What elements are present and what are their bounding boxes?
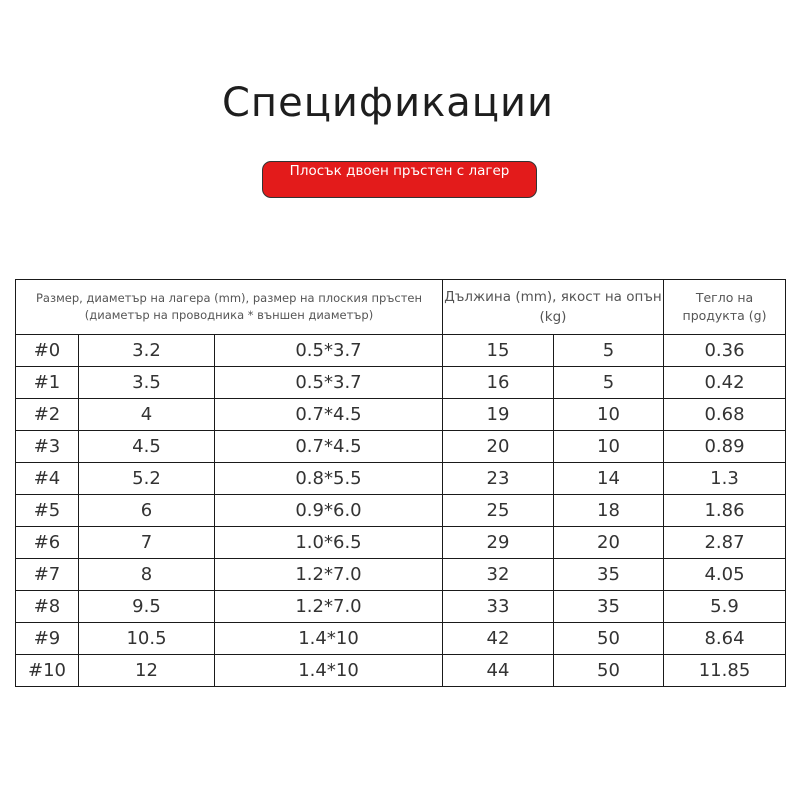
cell-weight: 0.36	[664, 335, 786, 367]
cell-strength: 5	[554, 367, 664, 399]
table-row	[16, 335, 786, 367]
header-length-strength: Дължина (mm), якост на опън (kg)	[443, 280, 664, 335]
cell-ring: 1.4*10	[215, 623, 443, 655]
cell-strength: 35	[554, 591, 664, 623]
table-row	[16, 431, 786, 463]
table-row	[16, 367, 786, 399]
cell-ring: 1.0*6.5	[215, 527, 443, 559]
cell-size: #7	[16, 559, 79, 591]
cell-size: #9	[16, 623, 79, 655]
cell-bearing: 3.2	[79, 335, 215, 367]
table-row	[16, 527, 786, 559]
table-row	[16, 655, 786, 687]
cell-length: 33	[443, 591, 554, 623]
cell-length: 32	[443, 559, 554, 591]
cell-ring: 0.7*4.5	[215, 399, 443, 431]
cell-bearing: 4.5	[79, 431, 215, 463]
cell-size: #4	[16, 463, 79, 495]
cell-length: 42	[443, 623, 554, 655]
cell-length: 25	[443, 495, 554, 527]
cell-length: 44	[443, 655, 554, 687]
cell-strength: 35	[554, 559, 664, 591]
cell-ring: 0.7*4.5	[215, 431, 443, 463]
cell-size: #10	[16, 655, 79, 687]
cell-length: 29	[443, 527, 554, 559]
cell-size: #0	[16, 335, 79, 367]
cell-length: 19	[443, 399, 554, 431]
cell-strength: 50	[554, 655, 664, 687]
cell-weight: 2.87	[664, 527, 786, 559]
cell-weight: 8.64	[664, 623, 786, 655]
cell-bearing: 3.5	[79, 367, 215, 399]
cell-size: #8	[16, 591, 79, 623]
cell-ring: 0.8*5.5	[215, 463, 443, 495]
cell-size: #1	[16, 367, 79, 399]
cell-ring: 0.5*3.7	[215, 367, 443, 399]
cell-length: 15	[443, 335, 554, 367]
cell-strength: 20	[554, 527, 664, 559]
cell-ring: 1.2*7.0	[215, 559, 443, 591]
cell-strength: 10	[554, 399, 664, 431]
cell-weight: 1.3	[664, 463, 786, 495]
cell-weight: 0.89	[664, 431, 786, 463]
cell-bearing: 9.5	[79, 591, 215, 623]
cell-strength: 10	[554, 431, 664, 463]
cell-weight: 0.42	[664, 367, 786, 399]
cell-size: #6	[16, 527, 79, 559]
cell-ring: 0.5*3.7	[215, 335, 443, 367]
cell-length: 20	[443, 431, 554, 463]
cell-size: #3	[16, 431, 79, 463]
cell-length: 16	[443, 367, 554, 399]
product-badge: Плосък двоен пръстен с лагер	[262, 161, 537, 198]
specifications-table	[15, 279, 786, 687]
table-row	[16, 463, 786, 495]
cell-strength: 50	[554, 623, 664, 655]
page-title: Спецификации	[222, 80, 554, 126]
cell-bearing: 4	[79, 399, 215, 431]
cell-ring: 0.9*6.0	[215, 495, 443, 527]
cell-size: #5	[16, 495, 79, 527]
cell-ring: 1.4*10	[215, 655, 443, 687]
cell-strength: 5	[554, 335, 664, 367]
table-row	[16, 591, 786, 623]
header-weight: Тегло на продукта (g)	[664, 280, 786, 335]
cell-bearing: 6	[79, 495, 215, 527]
cell-strength: 18	[554, 495, 664, 527]
table-row	[16, 495, 786, 527]
cell-size: #2	[16, 399, 79, 431]
cell-weight: 1.86	[664, 495, 786, 527]
header-size: Размер, диаметър на лагера (mm), размер на плоския пръстен (диаметър на проводника * външен диаметър)	[16, 280, 443, 335]
cell-bearing: 5.2	[79, 463, 215, 495]
cell-weight: 0.68	[664, 399, 786, 431]
cell-weight: 5.9	[664, 591, 786, 623]
cell-bearing: 10.5	[79, 623, 215, 655]
cell-ring: 1.2*7.0	[215, 591, 443, 623]
cell-bearing: 7	[79, 527, 215, 559]
table-row	[16, 623, 786, 655]
cell-weight: 4.05	[664, 559, 786, 591]
table-row	[16, 399, 786, 431]
table-header-row	[16, 280, 786, 335]
cell-bearing: 8	[79, 559, 215, 591]
cell-length: 23	[443, 463, 554, 495]
cell-weight: 11.85	[664, 655, 786, 687]
cell-strength: 14	[554, 463, 664, 495]
table-row	[16, 559, 786, 591]
cell-bearing: 12	[79, 655, 215, 687]
